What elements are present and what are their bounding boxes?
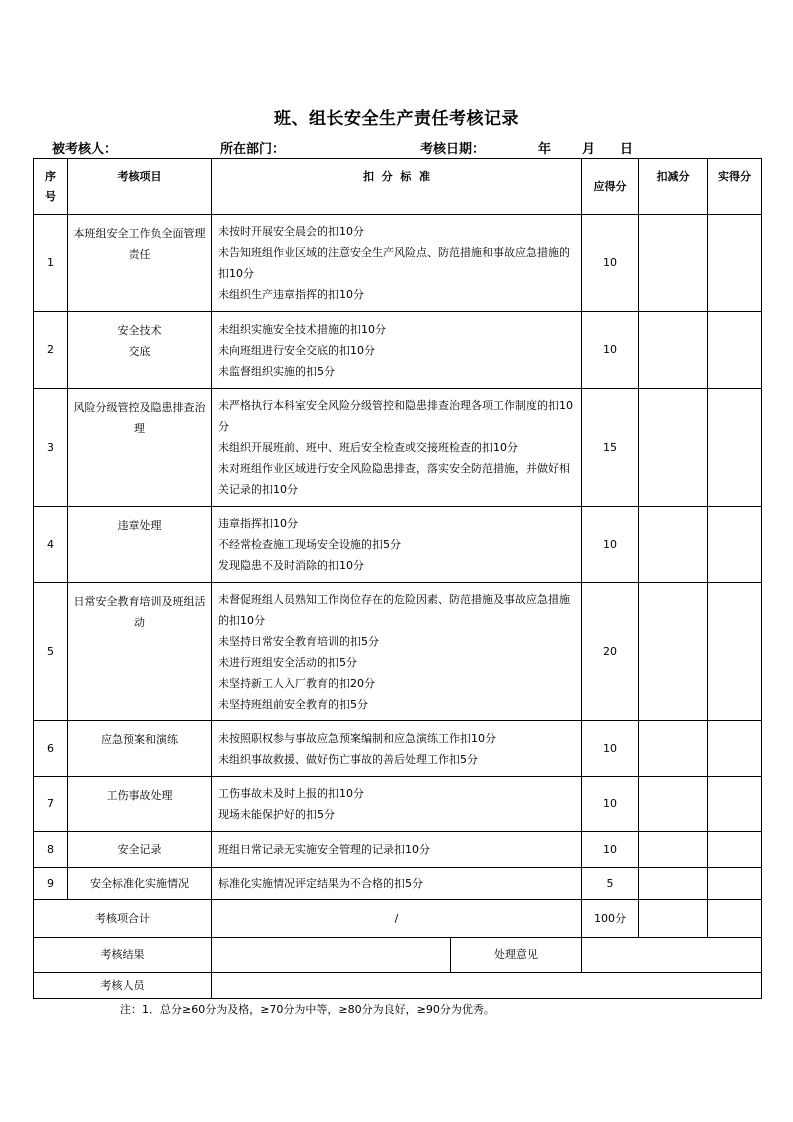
row-item: 安全记录 (68, 832, 212, 868)
criteria-line: 未组织事故救援、做好伤亡事故的善后处理工作扣5分 (218, 752, 478, 766)
row-score: 20 (582, 583, 639, 721)
criteria-line: 未进行班组安全活动的扣5分 (218, 655, 357, 669)
result-label: 考核结果 (34, 938, 212, 973)
row-deduct-cell[interactable] (639, 215, 708, 312)
opinion-value-cell[interactable] (582, 938, 762, 973)
row-actual-cell[interactable] (708, 832, 762, 868)
row-seq: 3 (34, 389, 68, 507)
row-score: 5 (582, 868, 639, 900)
table-row (34, 777, 762, 832)
criteria-line: 违章指挥扣10分 (218, 517, 298, 530)
header-score: 应得分 (582, 159, 639, 215)
row-deduct-cell[interactable] (639, 721, 708, 777)
row-seq: 2 (34, 312, 68, 389)
row-criteria (212, 583, 582, 721)
row-criteria (212, 832, 582, 868)
result-row (34, 938, 762, 973)
row-score: 10 (582, 312, 639, 389)
row-seq: 5 (34, 583, 68, 721)
criteria-line: 标准化实施情况评定结果为不合格的扣5分 (218, 877, 423, 890)
examinee-label: 被考核人： (52, 142, 118, 157)
header-criteria: 扣 分 标 准 (212, 159, 582, 215)
row-actual-cell[interactable] (708, 312, 762, 389)
row-actual-cell[interactable] (708, 777, 762, 832)
total-label: 考核项合计 (34, 900, 212, 938)
table-row (34, 312, 762, 389)
row-actual-cell[interactable] (708, 215, 762, 312)
criteria-line: 发现隐患不及时消除的扣10分 (218, 559, 364, 572)
row-item: 应急预案和演练 (68, 721, 212, 777)
row-actual-cell[interactable] (708, 507, 762, 583)
row-deduct-cell[interactable] (639, 868, 708, 900)
criteria-line: 未告知班组作业区域的注意安全生产风险点、防范措施和事故应急措施的扣10分 (218, 246, 570, 280)
row-score: 10 (582, 832, 639, 868)
row-deduct-cell[interactable] (639, 832, 708, 868)
table-row (34, 507, 762, 583)
assessor-value-cell[interactable] (212, 973, 762, 999)
header-deduct: 扣减分 (639, 159, 708, 215)
criteria-line: 班组日常记录无实施安全管理的记录扣10分 (218, 843, 430, 856)
criteria-line: 未坚持新工人入厂教育的扣20分 (218, 676, 375, 690)
row-item-line: 交底 (128, 345, 151, 358)
row-deduct-cell[interactable] (639, 389, 708, 507)
row-actual-cell[interactable] (708, 389, 762, 507)
row-seq: 8 (34, 832, 68, 868)
header-line (50, 138, 750, 158)
table-row (34, 721, 762, 777)
date-label: 考核日期： (420, 142, 486, 157)
year-label: 年 (538, 142, 552, 157)
footnote: 注：1．总分≥60分为及格，≥70分为中等，≥80分为良好，≥90分为优秀。 (120, 1003, 495, 1016)
row-deduct-cell[interactable] (639, 507, 708, 583)
opinion-label: 处理意见 (494, 948, 538, 961)
criteria-line: 不经常检查施工现场安全设施的扣5分 (218, 538, 401, 551)
criteria-line: 未坚持班组前安全教育的扣5分 (218, 697, 368, 711)
row-item: 本班组安全工作负全面管理责任 (68, 215, 212, 312)
department-label: 所在部门： (220, 142, 286, 157)
month-label: 月 (582, 142, 596, 157)
total-deduct-cell[interactable] (639, 900, 708, 938)
row-criteria (212, 777, 582, 832)
criteria-line: 未向班组进行安全交底的扣10分 (218, 343, 375, 357)
row-item-line: 安全技术 (117, 324, 162, 337)
assessor-label: 考核人员 (34, 973, 212, 999)
row-item (68, 312, 212, 389)
criteria-line: 未督促班组人员熟知工作岗位存在的危险因素、防范措施及事故应急措施的扣10分 (218, 592, 570, 627)
row-score: 10 (582, 721, 639, 777)
header-seq (34, 159, 68, 215)
assessor-row (34, 973, 762, 999)
row-criteria (212, 507, 582, 583)
table-header-row (34, 159, 762, 215)
row-actual-cell[interactable] (708, 721, 762, 777)
page-title: 班、组长安全生产责任考核记录 (274, 109, 519, 129)
total-criteria: / (212, 900, 582, 938)
row-score: 15 (582, 389, 639, 507)
criteria-line: 未按照职权参与事故应急预案编制和应急演练工作扣10分 (218, 731, 496, 745)
result-split-cell (212, 938, 582, 973)
criteria-line: 工伤事故未及时上报的扣10分 (218, 787, 364, 800)
criteria-line: 未按时开展安全晨会的扣10分 (218, 225, 364, 238)
row-actual-cell[interactable] (708, 583, 762, 721)
row-item: 违章处理 (68, 507, 212, 583)
row-actual-cell[interactable] (708, 868, 762, 900)
row-deduct-cell[interactable] (639, 312, 708, 389)
header-item: 考核项目 (68, 159, 212, 215)
table-row (34, 832, 762, 868)
criteria-line: 未组织实施安全技术措施的扣10分 (218, 322, 386, 336)
day-label: 日 (620, 142, 634, 157)
row-score: 10 (582, 777, 639, 832)
criteria-line: 未对班组作业区域进行安全风险隐患排查，落实安全防范措施，并做好相关记录的扣10分 (218, 462, 570, 496)
row-deduct-cell[interactable] (639, 583, 708, 721)
row-seq: 4 (34, 507, 68, 583)
table-row (34, 583, 762, 721)
criteria-line: 未组织生产违章指挥的扣10分 (218, 288, 364, 301)
row-item: 安全标准化实施情况 (68, 868, 212, 900)
total-row (34, 900, 762, 938)
row-item: 风险分级管控及隐患排查治理 (68, 389, 212, 507)
row-deduct-cell[interactable] (639, 777, 708, 832)
header-actual: 实得分 (708, 159, 762, 215)
row-criteria (212, 389, 582, 507)
criteria-line: 未组织开展班前、班中、班后安全检查或交接班检查的扣10分 (218, 441, 518, 454)
criteria-line: 未严格执行本科室安全风险分级管控和隐患排查治理各项工作制度的扣10分 (218, 399, 573, 433)
row-seq: 9 (34, 868, 68, 900)
row-criteria (212, 868, 582, 900)
row-criteria (212, 721, 582, 777)
assessment-table (33, 158, 762, 999)
table-row (34, 868, 762, 900)
row-seq: 6 (34, 721, 68, 777)
row-seq: 7 (34, 777, 68, 832)
criteria-line: 未坚持日常安全教育培训的扣5分 (218, 634, 379, 648)
row-score: 10 (582, 215, 639, 312)
total-score: 100分 (582, 900, 639, 938)
header-seq-line2: 号 (45, 190, 56, 203)
criteria-line: 未监督组织实施的扣5分 (218, 364, 335, 378)
row-score: 10 (582, 507, 639, 583)
total-actual-cell[interactable] (708, 900, 762, 938)
row-criteria (212, 215, 582, 312)
criteria-line: 现场未能保护好的扣5分 (218, 808, 335, 821)
table-row (34, 389, 762, 507)
table-row (34, 215, 762, 312)
row-item: 工伤事故处理 (68, 777, 212, 832)
row-criteria (212, 312, 582, 389)
result-value-cell[interactable] (212, 938, 451, 972)
row-seq: 1 (34, 215, 68, 312)
row-item: 日常安全教育培训及班组活动 (68, 583, 212, 721)
header-seq-line1: 序 (45, 170, 56, 183)
